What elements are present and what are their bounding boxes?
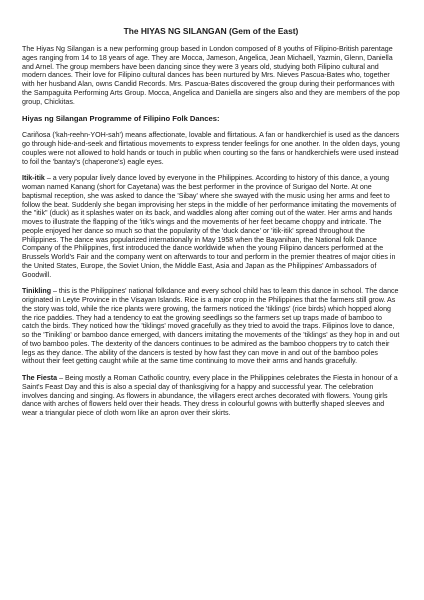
fiesta-term: The Fiesta	[22, 374, 58, 382]
carinosa-paragraph	[22, 131, 400, 166]
itik-itik-paragraph	[22, 174, 400, 279]
fiesta-text: – Being mostly a Roman Catholic country, every place in the Philippines celebrates the Fiesta in honour of a Saint's Feast Day and this is also a special day of thanksgiving for a happy and successful year. The celebration involves dancing and singing. As flowers in abundance, the villagers erect arches decorated with flowers. Young girls dance with arches of flowers held over their heads. They dress in colourful gowns with butterfly shaped sleeves and wear a triangular piece of cloth worn like an apron over their skirts.	[22, 374, 398, 417]
intro-paragraph: The Hiyas Ng Silangan is a new performing group based in London composed of 8 youths of Filipino-British parentage ages ranging from 14 to 18 years of age. They are Mocca, Jameson, Angelica, Jean Michaell, Yazmin, Glenn, Daniella and Arnel. The group members have been dancing since they were 3 years old, studying both Filipino cultural and modern dances. Their love for Filipino cultural dances has been nurtured by Mrs. Nieves Pascua-Bates who, together with her husband Alan, owns Candid Records. Mrs. Pascua-Bates discovered the group during their performances with the Sampaguita Performing Arts Group. Mocca, Angelica and Daniella are singers also and they are members of the pop group, Chickitas.	[22, 45, 400, 106]
tinikling-paragraph	[22, 287, 400, 366]
document-page	[22, 26, 400, 426]
carinosa-text: Cariñosa ('kah-reehn-YOH-sah') means affectionate, lovable and flirtatious. A fan or handkerchief is used as the dancers go through hide-and-seek and flirtatious movements to express tender feelings for one another. In the olden days, young couples were not allowed to hold hands or touch in public when courting so the fans or handkerchiefs were used instead to foil the 'bantay's (chaperone's) eagle eyes.	[22, 131, 400, 166]
document-title: The HIYAS NG SILANGAN (Gem of the East)	[123, 26, 299, 36]
tinikling-text: – this is the Philippines' national folkdance and every school child has to learn this dance in school. The dance originated in Leyte Province in the Visayan Islands. Rice is a major crop in the Philippines that the farmers still grow. As the story was told, while the rice plants were growing, the farmers noticed the 'tiklings' (rice birds) which hopped along the rice paddies. They had a tendency to eat the growing seedlings so the farmers set up traps made of bamboo to catch the birds. They noticed how the 'tiklings' moved gracefully as they tried to avoid the traps. Filipinos love to dance, so the 'Tinikling' or bamboo dance emerged, with dancers imitating the movements of the 'tiklings' as they hop in and out of two bamboo poles. The dexterity of the dancers continues to be admired as the bamboo choppers try to catch their legs as they dance. The ability of the dancers is tested by how fast they can move in and out of the bamboo poles without their feet getting caught while at the same time continuing to move their arms and hands gracefully.	[22, 287, 400, 366]
tinikling-term: Tinikling	[22, 287, 52, 296]
itik-itik-term: Itik-itik	[22, 174, 45, 183]
programme-heading: Hiyas ng Silangan Programme of Filipino Folk Dances:	[22, 114, 220, 124]
fiesta-paragraph	[22, 374, 400, 418]
itik-itik-text: – a very popular lively dance loved by everyone in the Philippines. According to history of this dance, a young woman named Kanang (short for Cayetana) was the best performer in the province of Surigao del Norte. At one baptismal reception, she was asked to dance the 'Sibay' where she swayed with the music using her arms and feet to follow the beat. Suddenly she began improvising her steps in the middle of her performance imitating the movements of the "itik" (duck) as it splashes water on its back, and waddles along after coming out of the water. Her arms and hands moves to illustrate the flapping of the 'itik's wings and the movements of her feet became choppy and intricate. The people enjoyed her dance so much so that the popularity of the 'duck dance' or 'itik-itik' spread throughout the Philippines. The dance was popularized internationally in May 1958 when the Bayanihan, the National folk Dance Company of the Philippines, first introduced the dance worldwide when the young Filipino dancers performed at the Brussels World's Fair and the company went on afterwards to tour and perform in the premier theatres of major cities in the United States, Europe, the Soviet Union, the Middle East, Asia and Japan as the Philippines' Ambassadors of Goodwill.	[22, 174, 397, 279]
